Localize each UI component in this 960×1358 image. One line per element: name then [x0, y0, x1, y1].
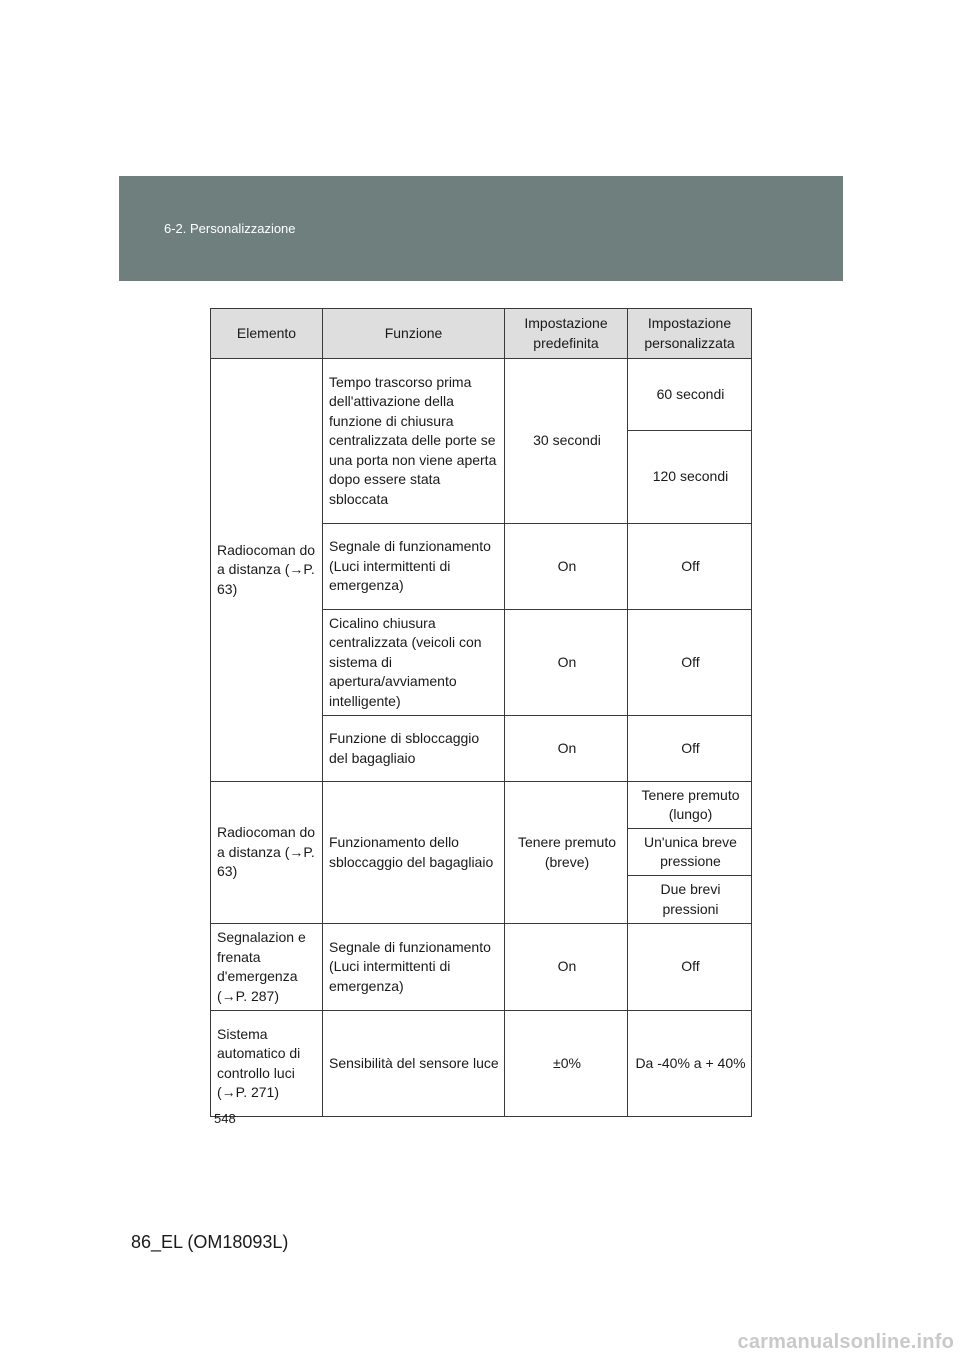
default-cell: 30 secondi — [505, 359, 628, 524]
element-cell: Radiocoman do a distanza (→P. 63) — [211, 782, 323, 924]
default-cell: ±0% — [505, 1011, 628, 1117]
element-cell: Radiocoman do a distanza (→P. 63) — [211, 359, 323, 782]
custom-cell: Da -40% a + 40% — [628, 1011, 752, 1117]
custom-cell: Off — [628, 716, 752, 782]
custom-cell: Un'unica breve pressione — [628, 829, 752, 876]
column-header: Impostazione predefinita — [505, 309, 628, 359]
table-row — [211, 782, 752, 829]
column-header: Funzione — [323, 309, 505, 359]
function-cell: Segnale di funzionamento (Luci intermittenti di emergenza) — [323, 524, 505, 610]
default-cell: On — [505, 716, 628, 782]
function-cell: Sensibilità del sensore luce — [323, 1011, 505, 1117]
customization-table — [210, 308, 752, 1117]
custom-cell: Off — [628, 924, 752, 1011]
column-header: Elemento — [211, 309, 323, 359]
function-cell: Segnale di funzionamento (Luci intermittenti di emergenza) — [323, 924, 505, 1011]
default-cell: On — [505, 610, 628, 716]
manual-code: 86_EL (OM18093L) — [131, 1232, 289, 1252]
element-cell: Segnalazion e frenata d'emergenza (→P. 287) — [211, 924, 323, 1011]
function-cell: Tempo trascorso prima dell'attivazione della funzione di chiusura centralizzata delle porte se una porta non viene aperta dopo essere stata sbloccata — [323, 359, 505, 524]
section-title: 6-2. Personalizzazione — [164, 221, 296, 236]
table-row — [211, 1011, 752, 1117]
custom-cell: Tenere premuto (lungo) — [628, 782, 752, 829]
custom-cell: Due brevi pressioni — [628, 876, 752, 924]
function-cell: Funzione di sbloccaggio del bagagliaio — [323, 716, 505, 782]
page-number: 548 — [214, 1111, 236, 1126]
custom-cell: Off — [628, 610, 752, 716]
element-cell: Sistema automatico di controllo luci (→P. 271) — [211, 1011, 323, 1117]
table-header-row — [211, 309, 752, 359]
column-header: Impostazione personalizzata — [628, 309, 752, 359]
function-cell: Funzionamento dello sbloccaggio del bagagliaio — [323, 782, 505, 924]
default-cell: Tenere premuto (breve) — [505, 782, 628, 924]
custom-cell: 120 secondi — [628, 431, 752, 524]
function-cell: Cicalino chiusura centralizzata (veicoli con sistema di apertura/avviamento intelligente) — [323, 610, 505, 716]
default-cell: On — [505, 924, 628, 1011]
default-cell: On — [505, 524, 628, 610]
table-row — [211, 359, 752, 431]
custom-cell: Off — [628, 524, 752, 610]
watermark-text: carmanualsonline.info — [737, 1331, 954, 1353]
table-row — [211, 924, 752, 1011]
custom-cell: 60 secondi — [628, 359, 752, 431]
